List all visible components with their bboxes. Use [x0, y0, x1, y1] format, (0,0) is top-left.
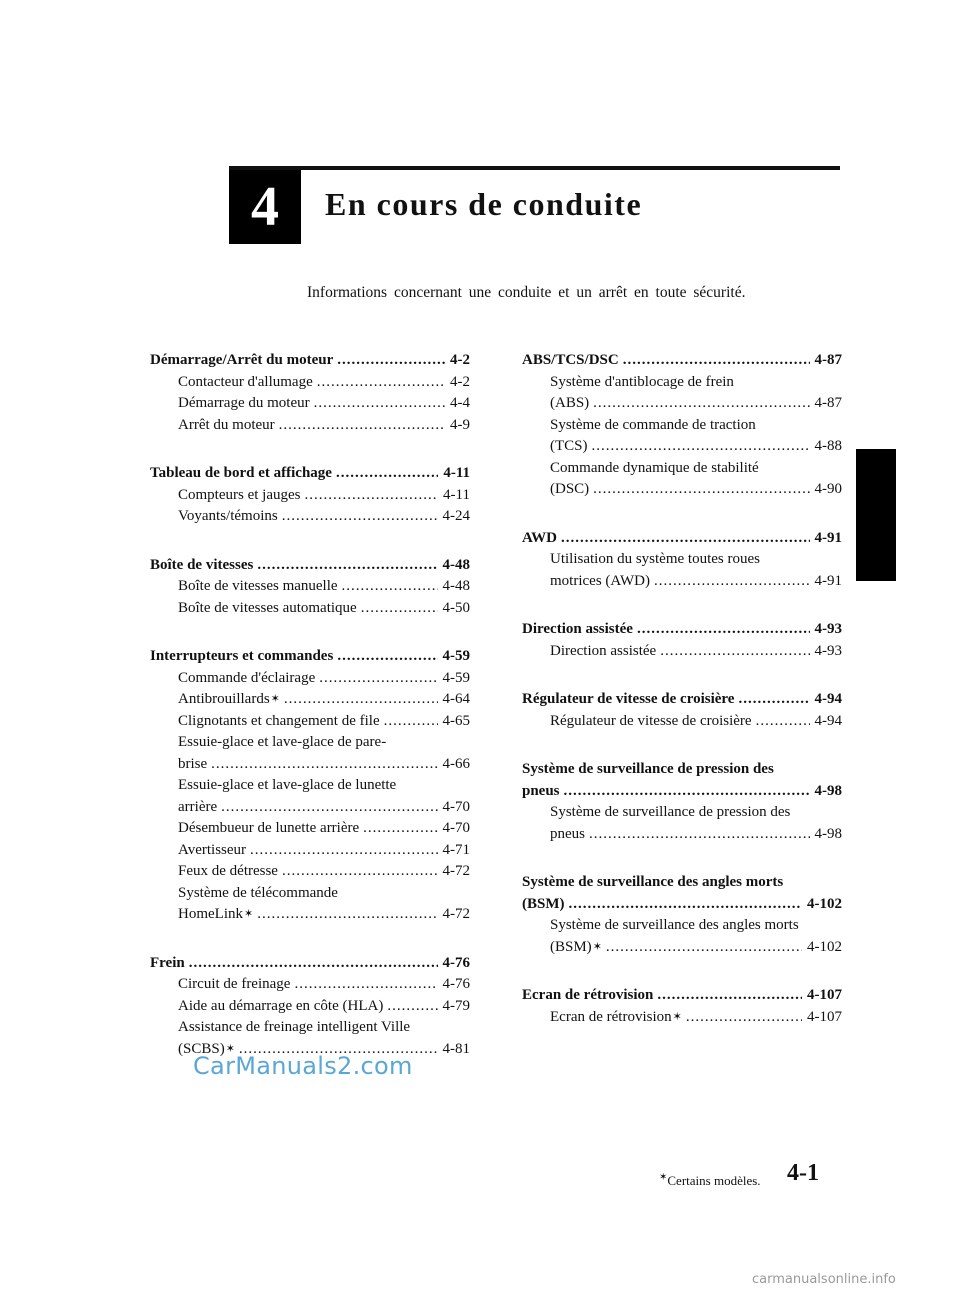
dot-leader [387, 996, 437, 1018]
toc-entry[interactable] [150, 996, 470, 1018]
toc-entry-title-line: Système d'antiblocage de frein [550, 373, 734, 390]
dot-leader [569, 894, 803, 916]
toc-section-title: pneus [522, 782, 560, 799]
toc-entry[interactable] [150, 840, 470, 862]
toc-entry[interactable] [150, 904, 470, 926]
toc-page-number: 4-70 [442, 798, 470, 815]
toc-entry-title: Contacteur d'allumage [178, 373, 313, 390]
toc-entry-title: Compteurs et jauges [178, 486, 301, 503]
toc-entry[interactable] [522, 1007, 842, 1029]
toc-page-number: 4-11 [443, 465, 470, 481]
toc-entry-title: Voyants/témoins [178, 508, 278, 524]
dot-leader [282, 506, 438, 528]
dot-leader [282, 861, 438, 883]
toc-entry-title: Avertisseur [178, 841, 247, 858]
asterisk-icon: ✶ [672, 1010, 682, 1023]
toc-section-title: Tableau de bord et affichage [150, 465, 332, 481]
toc-entry-title: Arrêt du moteur [178, 416, 275, 433]
dot-leader [756, 711, 810, 733]
dot-leader [189, 953, 438, 975]
toc-entry-title: brise [178, 755, 208, 772]
dot-leader [564, 781, 810, 803]
toc-entry[interactable] [522, 571, 842, 593]
toc-entry-title-line: Système de surveillance des angles morts [550, 917, 799, 933]
toc-entry-title: Désembueur de lunette arrière [178, 820, 360, 836]
page-number: 4-1 [787, 1160, 819, 1186]
chapter-side-tab [856, 449, 896, 581]
toc-entry-title-line: Système de commande de traction [550, 416, 756, 433]
toc-section [522, 689, 842, 732]
chapter-number-box: 4 [229, 170, 301, 244]
dot-leader [660, 641, 809, 663]
dot-leader [319, 668, 437, 690]
toc-section-heading[interactable] [150, 350, 470, 372]
toc-section-title: (BSM) [522, 895, 565, 912]
dot-leader [314, 393, 445, 415]
dot-leader [284, 689, 438, 711]
toc-page-number: 4-76 [442, 954, 470, 971]
toc-entry-title: (SCBS) [178, 1040, 225, 1057]
dot-leader [317, 372, 445, 394]
toc-entry-title: pneus [550, 825, 585, 842]
toc-section [150, 555, 470, 620]
toc-page-number: 4-90 [814, 481, 842, 497]
dot-leader [686, 1007, 802, 1029]
toc-page-number: 4-65 [442, 712, 470, 729]
toc-section-title: ABS/TCS/DSC [522, 352, 619, 368]
toc-section [522, 619, 842, 662]
dot-leader [384, 711, 438, 733]
chapter-title: En cours de conduite [325, 186, 643, 222]
toc-page-number: 4-81 [442, 1040, 470, 1057]
toc-section [150, 953, 470, 1061]
toc-section-title: Démarrage/Arrêt du moteur [150, 352, 334, 368]
dot-leader [304, 485, 438, 507]
toc-entry-title: Boîte de vitesses manuelle [178, 578, 338, 594]
toc-page-number: 4-91 [814, 529, 842, 546]
toc-section-title: Ecran de rétrovision [522, 987, 654, 1003]
toc-entry-title: Ecran de rétrovision [550, 1008, 672, 1025]
toc-entry-title: Feux de détresse [178, 863, 278, 879]
toc-section [522, 350, 842, 501]
toc-page-number: 4-48 [442, 556, 470, 573]
asterisk-icon: ✶ [659, 1172, 668, 1183]
dot-leader [337, 646, 437, 668]
toc-page-number: 4-94 [814, 712, 842, 729]
toc-entry-title: Circuit de freinage [178, 976, 291, 992]
watermark-text: CarManuals2.com [193, 1052, 413, 1080]
toc-entry-title: Commande d'éclairage [178, 669, 316, 686]
toc-page-number: 4-59 [442, 669, 470, 686]
toc-section-title: Frein [150, 954, 185, 971]
toc-entry-title: Démarrage du moteur [178, 395, 310, 411]
toc-page-number: 4-72 [442, 906, 470, 922]
toc-section-heading[interactable] [150, 555, 470, 577]
footnote [658, 1172, 761, 1189]
toc-page-number: 4-59 [442, 648, 470, 664]
toc-entry[interactable] [150, 974, 470, 996]
toc-section [522, 528, 842, 593]
toc-entry-title: HomeLink [178, 906, 243, 922]
toc-page-number: 4-64 [442, 691, 470, 707]
toc-page-number: 4-98 [814, 825, 842, 842]
toc-page-number: 4-91 [814, 572, 842, 589]
dot-leader [606, 937, 802, 959]
toc-section-title: Régulateur de vitesse de croisière [522, 691, 735, 707]
toc-page-number: 4-93 [814, 621, 842, 637]
dot-leader [593, 393, 809, 415]
toc-entry[interactable] [150, 576, 470, 598]
toc-page-number: 4-70 [442, 820, 470, 836]
dot-leader [592, 436, 810, 458]
dot-leader [623, 350, 810, 372]
toc-page-number: 4-102 [807, 895, 842, 912]
toc-entry[interactable] [150, 415, 470, 437]
toc-page-number: 4-93 [814, 642, 842, 659]
toc-page-number: 4-50 [442, 599, 470, 616]
dot-leader [637, 619, 810, 641]
toc-entry[interactable] [150, 797, 470, 819]
toc-page-number: 4-88 [814, 438, 842, 454]
toc-entry-title: (TCS) [550, 438, 588, 454]
toc-page-number: 4-2 [450, 352, 470, 368]
dot-leader [336, 463, 438, 485]
toc-section-heading[interactable] [522, 528, 842, 550]
toc-section [150, 463, 470, 528]
toc-page-number: 4-71 [442, 841, 470, 858]
toc-entry-title: motrices (AWD) [550, 572, 651, 589]
dot-leader [363, 818, 437, 840]
toc-entry-title: Direction assistée [550, 642, 657, 659]
dot-leader [250, 840, 437, 862]
toc-page-number: 4-94 [814, 691, 842, 707]
toc-entry-title: (DSC) [550, 481, 590, 497]
toc-entry-title: (BSM) [550, 938, 592, 955]
toc-section-heading[interactable] [150, 953, 470, 975]
dot-leader [657, 985, 802, 1007]
toc-page-number: 4-48 [442, 578, 470, 594]
dot-leader [342, 576, 438, 598]
toc-section [522, 872, 842, 958]
toc-page-number: 4-66 [442, 755, 470, 772]
toc-entry[interactable] [150, 754, 470, 776]
site-watermark: carmanualsonline.info [752, 1272, 896, 1287]
toc-section-heading[interactable] [522, 985, 842, 1007]
dot-leader [654, 571, 809, 593]
dot-leader [337, 350, 445, 372]
toc-section-heading[interactable] [522, 619, 842, 641]
toc-page-number: 4-4 [450, 395, 470, 411]
toc-section-title: Interrupteurs et commandes [150, 648, 334, 664]
asterisk-icon: ✶ [244, 908, 254, 920]
toc-entry-title-line: Système de télécommande [178, 884, 338, 901]
chapter-subtitle: Informations concernant une conduite et un arrêt en toute sécurité. [307, 284, 746, 301]
toc-entry[interactable] [150, 506, 470, 528]
toc-entry[interactable] [522, 393, 842, 415]
dot-leader [257, 555, 437, 577]
toc-page-number: 4-72 [442, 863, 470, 879]
toc-entry-title: arrière [178, 798, 218, 815]
toc-section-heading[interactable] [522, 689, 842, 711]
toc-section-heading[interactable] [522, 894, 842, 916]
toc-entry[interactable] [150, 818, 470, 840]
toc-entry[interactable] [522, 937, 842, 959]
toc-entry-title: Clignotants et changement de file [178, 712, 380, 729]
toc-section-title: AWD [522, 529, 558, 546]
toc-page-number: 4-24 [442, 508, 470, 524]
toc-section-title-line: Système de surveillance de pression des [522, 761, 774, 777]
toc-entry[interactable] [150, 393, 470, 415]
toc-section [522, 985, 842, 1028]
toc-entry[interactable] [522, 436, 842, 458]
toc-entry-title-line: Commande dynamique de stabilité [550, 459, 759, 476]
toc-entry[interactable] [150, 668, 470, 690]
chapter-top-rule [229, 166, 840, 170]
toc-entry[interactable] [150, 689, 470, 711]
toc-entry-title-line: Utilisation du système toutes roues [550, 551, 760, 567]
toc-entry-title-line: Assistance de freinage intelligent Ville [178, 1019, 411, 1035]
toc-entry-title: (ABS) [550, 395, 590, 411]
toc-section-title-line: Système de surveillance des angles morts [522, 874, 784, 890]
dot-leader [361, 598, 438, 620]
toc-right-column [522, 350, 842, 1055]
toc-section [150, 350, 470, 436]
toc-page-number: 4-87 [814, 352, 842, 368]
toc-entry[interactable] [150, 598, 470, 620]
dot-leader [593, 479, 809, 501]
toc-page-number: 4-102 [807, 938, 842, 955]
toc-page-number: 4-98 [814, 782, 842, 799]
toc-entry[interactable] [522, 711, 842, 733]
toc-entry-title: Aide au démarrage en côte (HLA) [178, 997, 384, 1014]
toc-section [522, 759, 842, 845]
toc-page-number: 4-87 [814, 395, 842, 411]
asterisk-icon: ✶ [270, 693, 280, 705]
toc-entry-title-line: Système de surveillance de pression des [550, 804, 791, 820]
toc-page-number: 4-107 [807, 987, 842, 1003]
toc-left-column [150, 350, 470, 1087]
dot-leader [561, 528, 809, 550]
asterisk-icon: ✶ [225, 1042, 235, 1055]
dot-leader [257, 904, 437, 926]
toc-page-number: 4-9 [450, 416, 470, 433]
dot-leader [589, 824, 810, 846]
dot-leader [738, 689, 809, 711]
toc-page-number: 4-2 [450, 373, 470, 390]
toc-entry[interactable] [150, 485, 470, 507]
toc-entry-title-line: Essuie-glace et lave-glace de lunette [178, 777, 397, 793]
toc-page-number: 4-11 [443, 486, 470, 503]
toc-section-heading[interactable] [150, 646, 470, 668]
dot-leader [279, 415, 445, 437]
footnote-text: Certains modèles. [667, 1173, 761, 1188]
toc-page-number: 4-76 [442, 976, 470, 992]
toc-section-heading[interactable] [522, 350, 842, 372]
dot-leader [211, 754, 437, 776]
toc-section-heading[interactable] [150, 463, 470, 485]
toc-entry[interactable] [150, 372, 470, 394]
toc-entry[interactable] [522, 641, 842, 663]
toc-entry[interactable] [150, 861, 470, 883]
toc-entry-title: Régulateur de vitesse de croisière [550, 712, 752, 729]
toc-section-heading[interactable] [522, 781, 842, 803]
toc-section-title: Direction assistée [522, 621, 633, 637]
toc-section [150, 646, 470, 926]
dot-leader [294, 974, 437, 996]
toc-entry[interactable] [150, 711, 470, 733]
dot-leader [221, 797, 437, 819]
toc-page-number: 4-79 [442, 997, 470, 1014]
toc-entry[interactable] [522, 479, 842, 501]
asterisk-icon: ✶ [592, 940, 602, 953]
toc-page-number: 4-107 [807, 1008, 842, 1025]
toc-entry-title: Boîte de vitesses automatique [178, 599, 357, 616]
toc-section-title: Boîte de vitesses [150, 556, 254, 573]
toc-entry[interactable] [522, 824, 842, 846]
toc-entry-title-line: Essuie-glace et lave-glace de pare- [178, 734, 387, 750]
toc-entry-title: Antibrouillards [178, 691, 270, 707]
